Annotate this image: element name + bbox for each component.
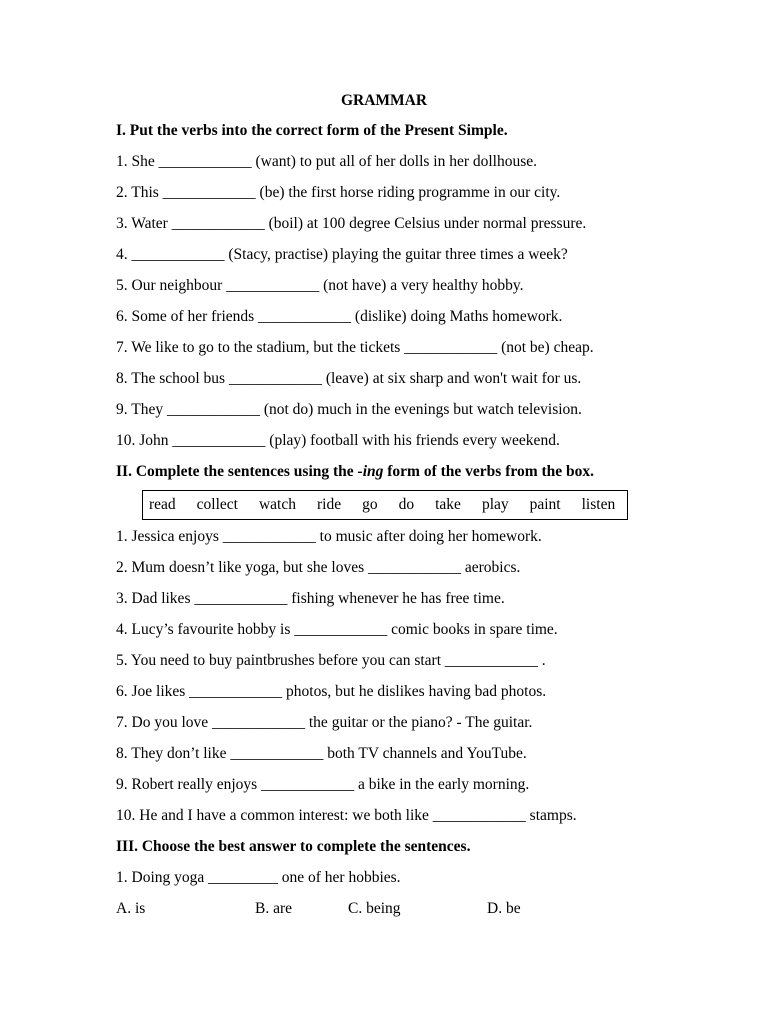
word-box-word: listen: [581, 496, 616, 513]
section-1-item: 8. The school bus ____________ (leave) at six sharp and won't wait for us.: [116, 370, 582, 387]
section-1-item: 5. Our neighbour ____________ (not have) a very healthy hobby.: [116, 277, 524, 294]
section-1-item: 2. This ____________ (be) the first horse riding programme in our city.: [116, 184, 561, 201]
word-box-word: take: [435, 496, 461, 513]
page-title: GRAMMAR: [340, 92, 428, 109]
section-2-heading: [116, 459, 656, 490]
option-d[interactable]: D. be: [487, 900, 521, 917]
section-2-heading-ing: -ing: [357, 463, 384, 480]
section-1-item: 4. ____________ (Stacy, practise) playing the guitar three times a week?: [116, 246, 568, 263]
word-box: [142, 490, 628, 520]
option-b[interactable]: B. are: [255, 900, 293, 917]
section-2-item: 2. Mum doesn’t like yoga, but she loves ____________ aerobics.: [116, 559, 521, 576]
section-3-heading: III. Choose the best answer to complete the sentences.: [116, 838, 471, 855]
word-box-word: collect: [196, 496, 238, 513]
section-2-item: 5. You need to buy paintbrushes before you can start ____________ .: [116, 652, 546, 669]
word-box-word: go: [362, 496, 378, 513]
answer-options: [116, 896, 656, 927]
section-3-question: 1. Doing yoga _________ one of her hobbies.: [116, 869, 401, 886]
section-1-item: 7. We like to go to the stadium, but the tickets ____________ (not be) cheap.: [116, 339, 594, 356]
section-1-item: 3. Water ____________ (boil) at 100 degree Celsius under normal pressure.: [116, 215, 587, 232]
worksheet-page: [116, 88, 656, 927]
section-2-item: 7. Do you love ____________ the guitar or the piano? - The guitar.: [116, 714, 533, 731]
section-2-heading-start: II. Complete the sentences using the: [116, 463, 358, 480]
word-box-word: play: [481, 496, 509, 513]
section-2-item: 10. He and I have a common interest: we both like ____________ stamps.: [116, 807, 577, 824]
section-2-heading-end: form of the verbs from the box.: [383, 463, 595, 480]
section-2-item: 1. Jessica enjoys ____________ to music after doing her homework.: [116, 528, 542, 545]
section-2-item: 4. Lucy’s favourite hobby is ____________ comic books in spare time.: [116, 621, 558, 638]
section-2-item: 9. Robert really enjoys ____________ a bike in the early morning.: [116, 776, 530, 793]
section-1-item: 1. She ____________ (want) to put all of her dolls in her dollhouse.: [116, 153, 538, 170]
section-2-item: 8. They don’t like ____________ both TV channels and YouTube.: [116, 745, 527, 762]
section-1-item: 9. They ____________ (not do) much in the evenings but watch television.: [116, 401, 582, 418]
section-1-heading: I. Put the verbs into the correct form of the Present Simple.: [116, 122, 508, 139]
word-box-word: paint: [529, 496, 561, 513]
word-box-word: watch: [258, 496, 296, 513]
word-box-word: do: [398, 496, 415, 513]
section-2-item: 6. Joe likes ____________ photos, but he dislikes having bad photos.: [116, 683, 547, 700]
word-box-word: read: [149, 496, 176, 513]
option-c[interactable]: C. being: [348, 900, 401, 917]
option-a[interactable]: A. is: [116, 900, 146, 917]
section-1-item: 6. Some of her friends ____________ (dislike) doing Maths homework.: [116, 308, 563, 325]
word-box-word: ride: [317, 496, 342, 513]
section-2-item: 3. Dad likes ____________ fishing whenever he has free time.: [116, 590, 505, 607]
section-1-item: 10. John ____________ (play) football with his friends every weekend.: [116, 432, 560, 449]
